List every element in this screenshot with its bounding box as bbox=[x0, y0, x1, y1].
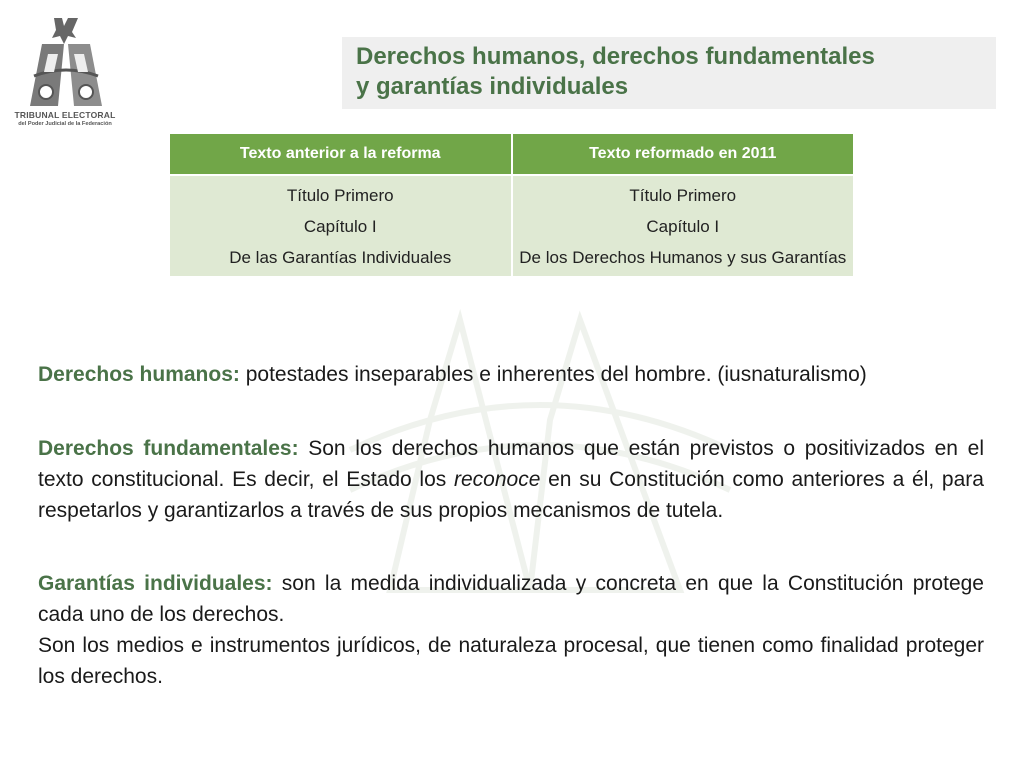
title-line-2: y garantías individuales bbox=[356, 73, 629, 100]
page-title bbox=[356, 42, 986, 102]
table-row bbox=[170, 175, 853, 276]
title-line-1: Derechos humanos, derechos fundamentales bbox=[356, 43, 875, 70]
definition-text: son la medida individualizada y concreta en que la Constitución protege cada uno de los derechos. bbox=[38, 572, 984, 626]
term-derechos-fundamentales: Derechos fundamentales: bbox=[38, 437, 299, 460]
cell-after-reform bbox=[512, 175, 854, 276]
term-garantias-individuales: Garantías individuales: bbox=[38, 572, 273, 595]
header-before-reform: Texto anterior a la reforma bbox=[170, 134, 512, 175]
header-after-reform: Texto reformado en 2011 bbox=[512, 134, 854, 175]
title-banner bbox=[342, 37, 996, 109]
definition-text: Son los derechos humanos que están previstos o positivizados en el texto constitucional. Es decir, el Estado los bbox=[38, 437, 984, 491]
definition-derechos-humanos bbox=[38, 359, 984, 390]
scales-emblem-icon bbox=[28, 14, 104, 108]
cell-line: Título Primero bbox=[629, 186, 737, 205]
cell-line: Capítulo I bbox=[303, 217, 377, 236]
cell-line: Capítulo I bbox=[646, 217, 720, 236]
cell-line: De las Garantías Individuales bbox=[229, 248, 452, 267]
tribunal-logo bbox=[14, 14, 116, 132]
cell-line: Título Primero bbox=[286, 186, 394, 205]
definition-text: en su Constitución como anteriores a él, para respetarlos y garantizarlos a través de sus propios mecanismos de tutela. bbox=[38, 468, 984, 522]
emphasis-word: reconoce bbox=[454, 468, 541, 491]
definition-text-2: Son los medios e instrumentos jurídicos, de naturaleza procesal, que tienen como finalidad proteger los derechos. bbox=[38, 634, 984, 688]
table-header-row bbox=[170, 134, 853, 175]
cell-line: De los Derechos Humanos y sus Garantías bbox=[519, 248, 847, 267]
definition-text: potestades inseparables e inherentes del hombre. (iusnaturalismo) bbox=[245, 363, 867, 386]
cell-before-reform bbox=[170, 175, 512, 276]
definition-derechos-fundamentales bbox=[38, 433, 984, 526]
comparison-table bbox=[170, 134, 853, 276]
term-derechos-humanos: Derechos humanos: bbox=[38, 363, 240, 386]
logo-name: TRIBUNAL ELECTORAL bbox=[14, 110, 116, 120]
definition-garantias-individuales bbox=[38, 568, 984, 692]
logo-subtitle: del Poder Judicial de la Federación bbox=[18, 121, 112, 127]
